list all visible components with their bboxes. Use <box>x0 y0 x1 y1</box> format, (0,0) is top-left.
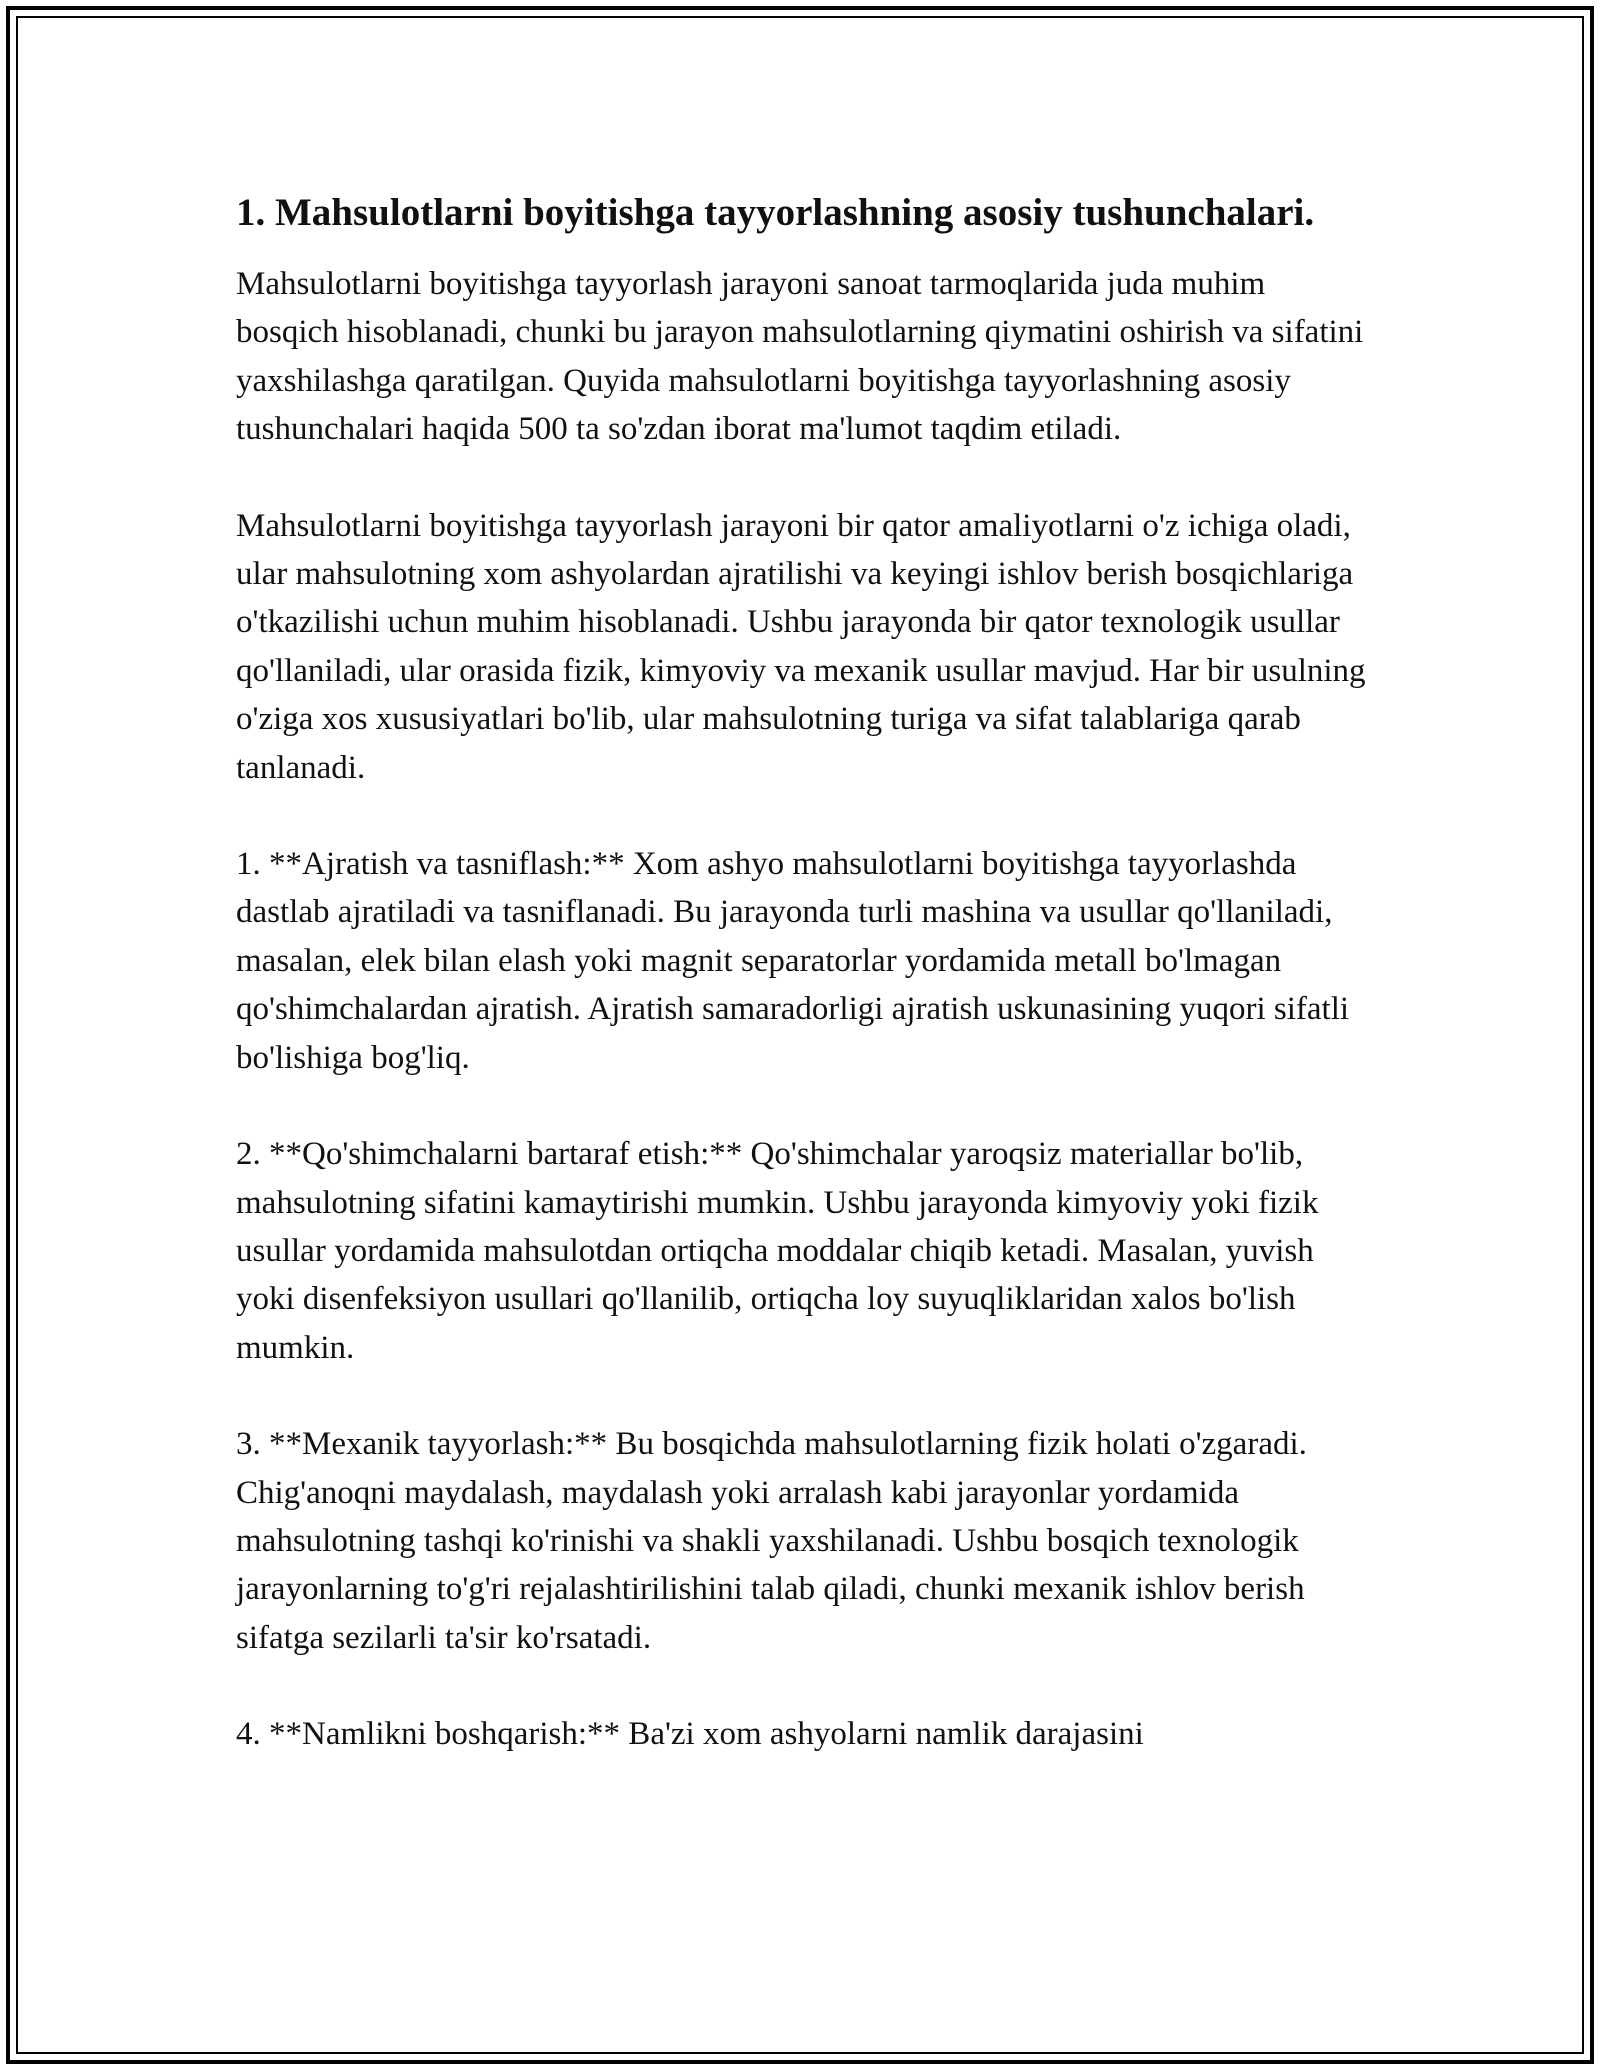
paragraph-overview: Mahsulotlarni boyitishga tayyorlash jarayoni bir qator amaliyotlarni o'z ichiga oladi, ular mahsulotning xom ashyolardan ajratilishi va keyingi ishlov berish bosqichlariga o'tkazilishi uchun muhim hisoblanadi. Ushbu jarayonda bir qator texnologik usullar qo'llaniladi, ular orasida fizik, kimyoviy va mexanik usullar mavjud. Har bir usulning o'ziga xos xususiyatlari bo'lib, ular mahsulotning turiga va sifat talablariga qarab tanlanadi. <box>236 507 1366 786</box>
paragraph-intro: Mahsulotlarni boyitishga tayyorlash jarayoni sanoat tarmoqlarida juda muhim bosqich hisoblanadi, chunki bu jarayon mahsulotlarning qiymatini oshirish va sifatini yaxshilashga qaratilgan. Quyida mahsulotlarni boyitishga tayyorlashning asosiy tushunchalari haqida 500 ta so'zdan iborat ma'lumot taqdim etiladi. <box>236 266 1364 448</box>
paragraph-item-4: 4. **Namlikni boshqarish:** Ba'zi xom ashyolarni namlik darajasini <box>236 1716 1144 1753</box>
section-heading: 1. Mahsulotlarni boyitishga tayyorlashning asosiy tushunchalari. <box>236 191 1315 234</box>
paragraph-item-3: 3. **Mexanik tayyorlash:** Bu bosqichda mahsulotlarning fizik holati o'zgaradi. Chig'anoqni maydalash, maydalash yoki arralash kabi jarayonlar yordamida mahsulotning tashqi ko'rinishi va shakli yaxshilanadi. Ushbu bosqich texnologik jarayonlarning to'g'ri rejalashtirilishini talab qiladi, chunki mexanik ishlov berish sifatga sezilarli ta'sir ko'rsatadi. <box>236 1426 1307 1656</box>
paragraph-item-2: 2. **Qo'shimchalarni bartaraf etish:** Qo'shimchalar yaroqsiz materiallar bo'lib, mahsulotning sifatini kamaytirishi mumkin. Ushbu jarayonda kimyoviy yoki fizik usullar yordamida mahsulotdan ortiqcha moddalar chiqib ketadi. Masalan, yuvish yoki disenfeksiyon usullari qo'llanilib, ortiqcha loy suyuqliklaridan xalos bo'lish mumkin. <box>236 1136 1319 1366</box>
paragraph-item-1: 1. **Ajratish va tasniflash:** Xom ashyo mahsulotlarni boyitishga tayyorlashda dastlab ajratiladi va tasniflanadi. Bu jarayonda turli mashina va usullar qo'llaniladi, masalan, elek bilan elash yoki magnit separatorlar yordamida metall bo'lmagan qo'shimchalardan ajratish. Ajratish samaradorligi ajratish uskunasining yuqori sifatli bo'lishiga bog'liq. <box>236 846 1350 1076</box>
document-body <box>236 188 1376 1807</box>
